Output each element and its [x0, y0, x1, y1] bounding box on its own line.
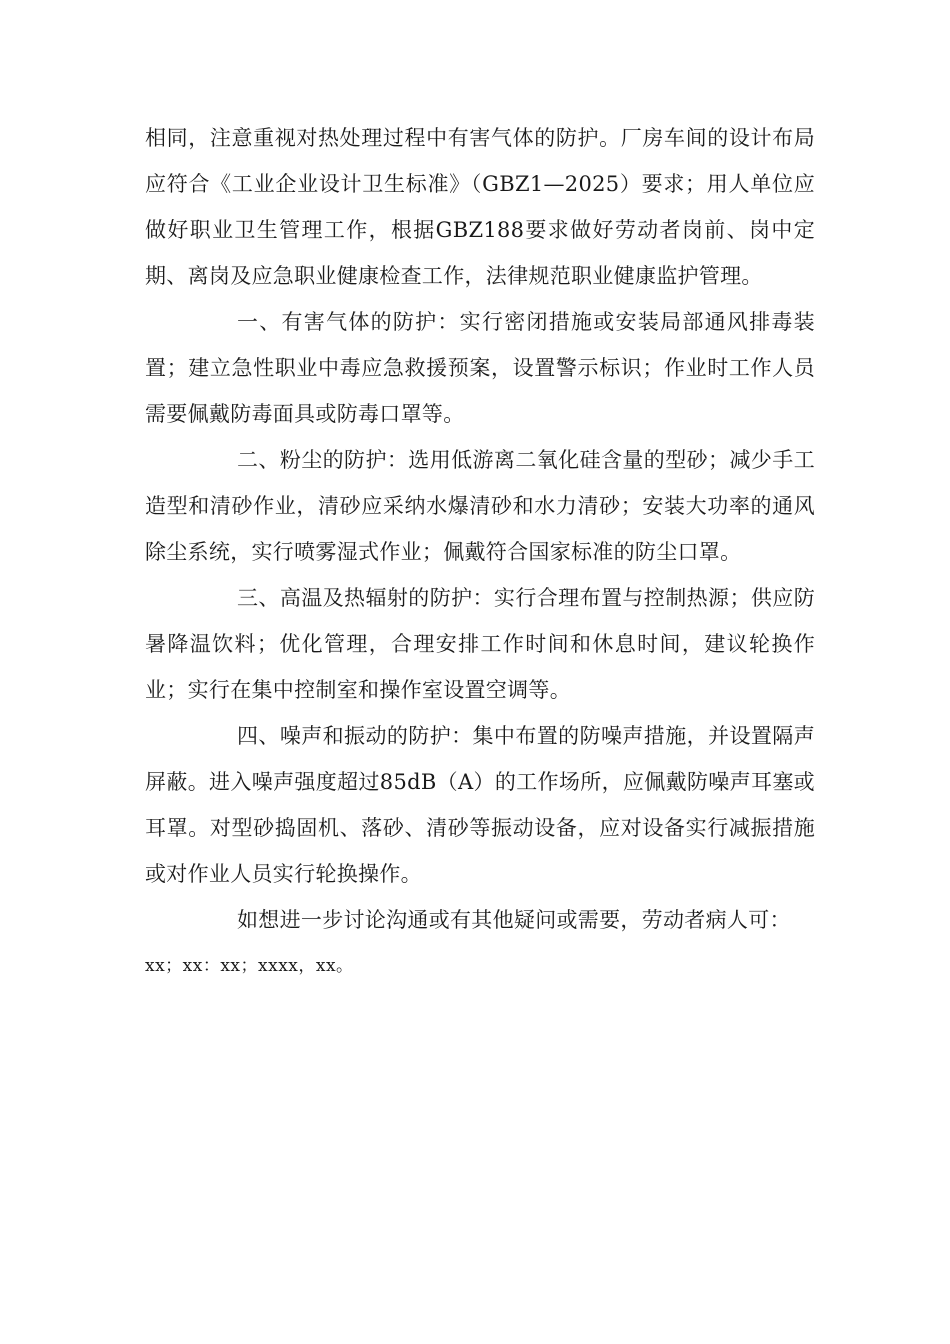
- paragraph-consultation: 如想进一步讨论沟通或有其他疑问或需要，劳动者病人可：: [237, 908, 791, 932]
- contact-line: xx；xx：xx；xxxx，xx。: [145, 956, 354, 976]
- paragraph-dust-protection: 二、粉尘的防护：选用低游离二氧化硅含量的型砂；减少手工造型和清砂作业，清砂应采纳水爆清砂和水力清砂；安装大功率的通风除尘系统，实行喷雾湿式作业；佩戴符合国家标准的防尘口罩。: [145, 448, 815, 564]
- paragraph-intro: 相同，注意重视对热处理过程中有害气体的防护。厂房车间的设计布局应符合《工业企业设计卫生标准》（GBZ1—2025）要求；用人单位应做好职业卫生管理工作，根据GBZ188要求做好劳动者岗前、岗中定期、离岗及应急职业健康检查工作，法律规范职业健康监护管理。: [145, 126, 815, 288]
- paragraph-heat-protection: 三、高温及热辐射的防护：实行合理布置与控制热源；供应防暑降温饮料；优化管理，合理安排工作时间和休息时间，建议轮换作业；实行在集中控制室和操作室设置空调等。: [145, 586, 815, 702]
- document-body: [145, 115, 815, 989]
- paragraph-harmful-gas-protection: 一、有害气体的防护：实行密闭措施或安装局部通风排毒装置；建立急性职业中毒应急救援预案，设置警示标识；作业时工作人员需要佩戴防毒面具或防毒口罩等。: [145, 310, 815, 426]
- paragraph-noise-vibration-protection: 四、噪声和振动的防护：集中布置的防噪声措施，并设置隔声屏蔽。进入噪声强度超过85dB（A）的工作场所，应佩戴防噪声耳塞或耳罩。对型砂捣固机、落砂、清砂等振动设备，应对设备实行减振措施或对作业人员实行轮换操作。: [145, 724, 815, 886]
